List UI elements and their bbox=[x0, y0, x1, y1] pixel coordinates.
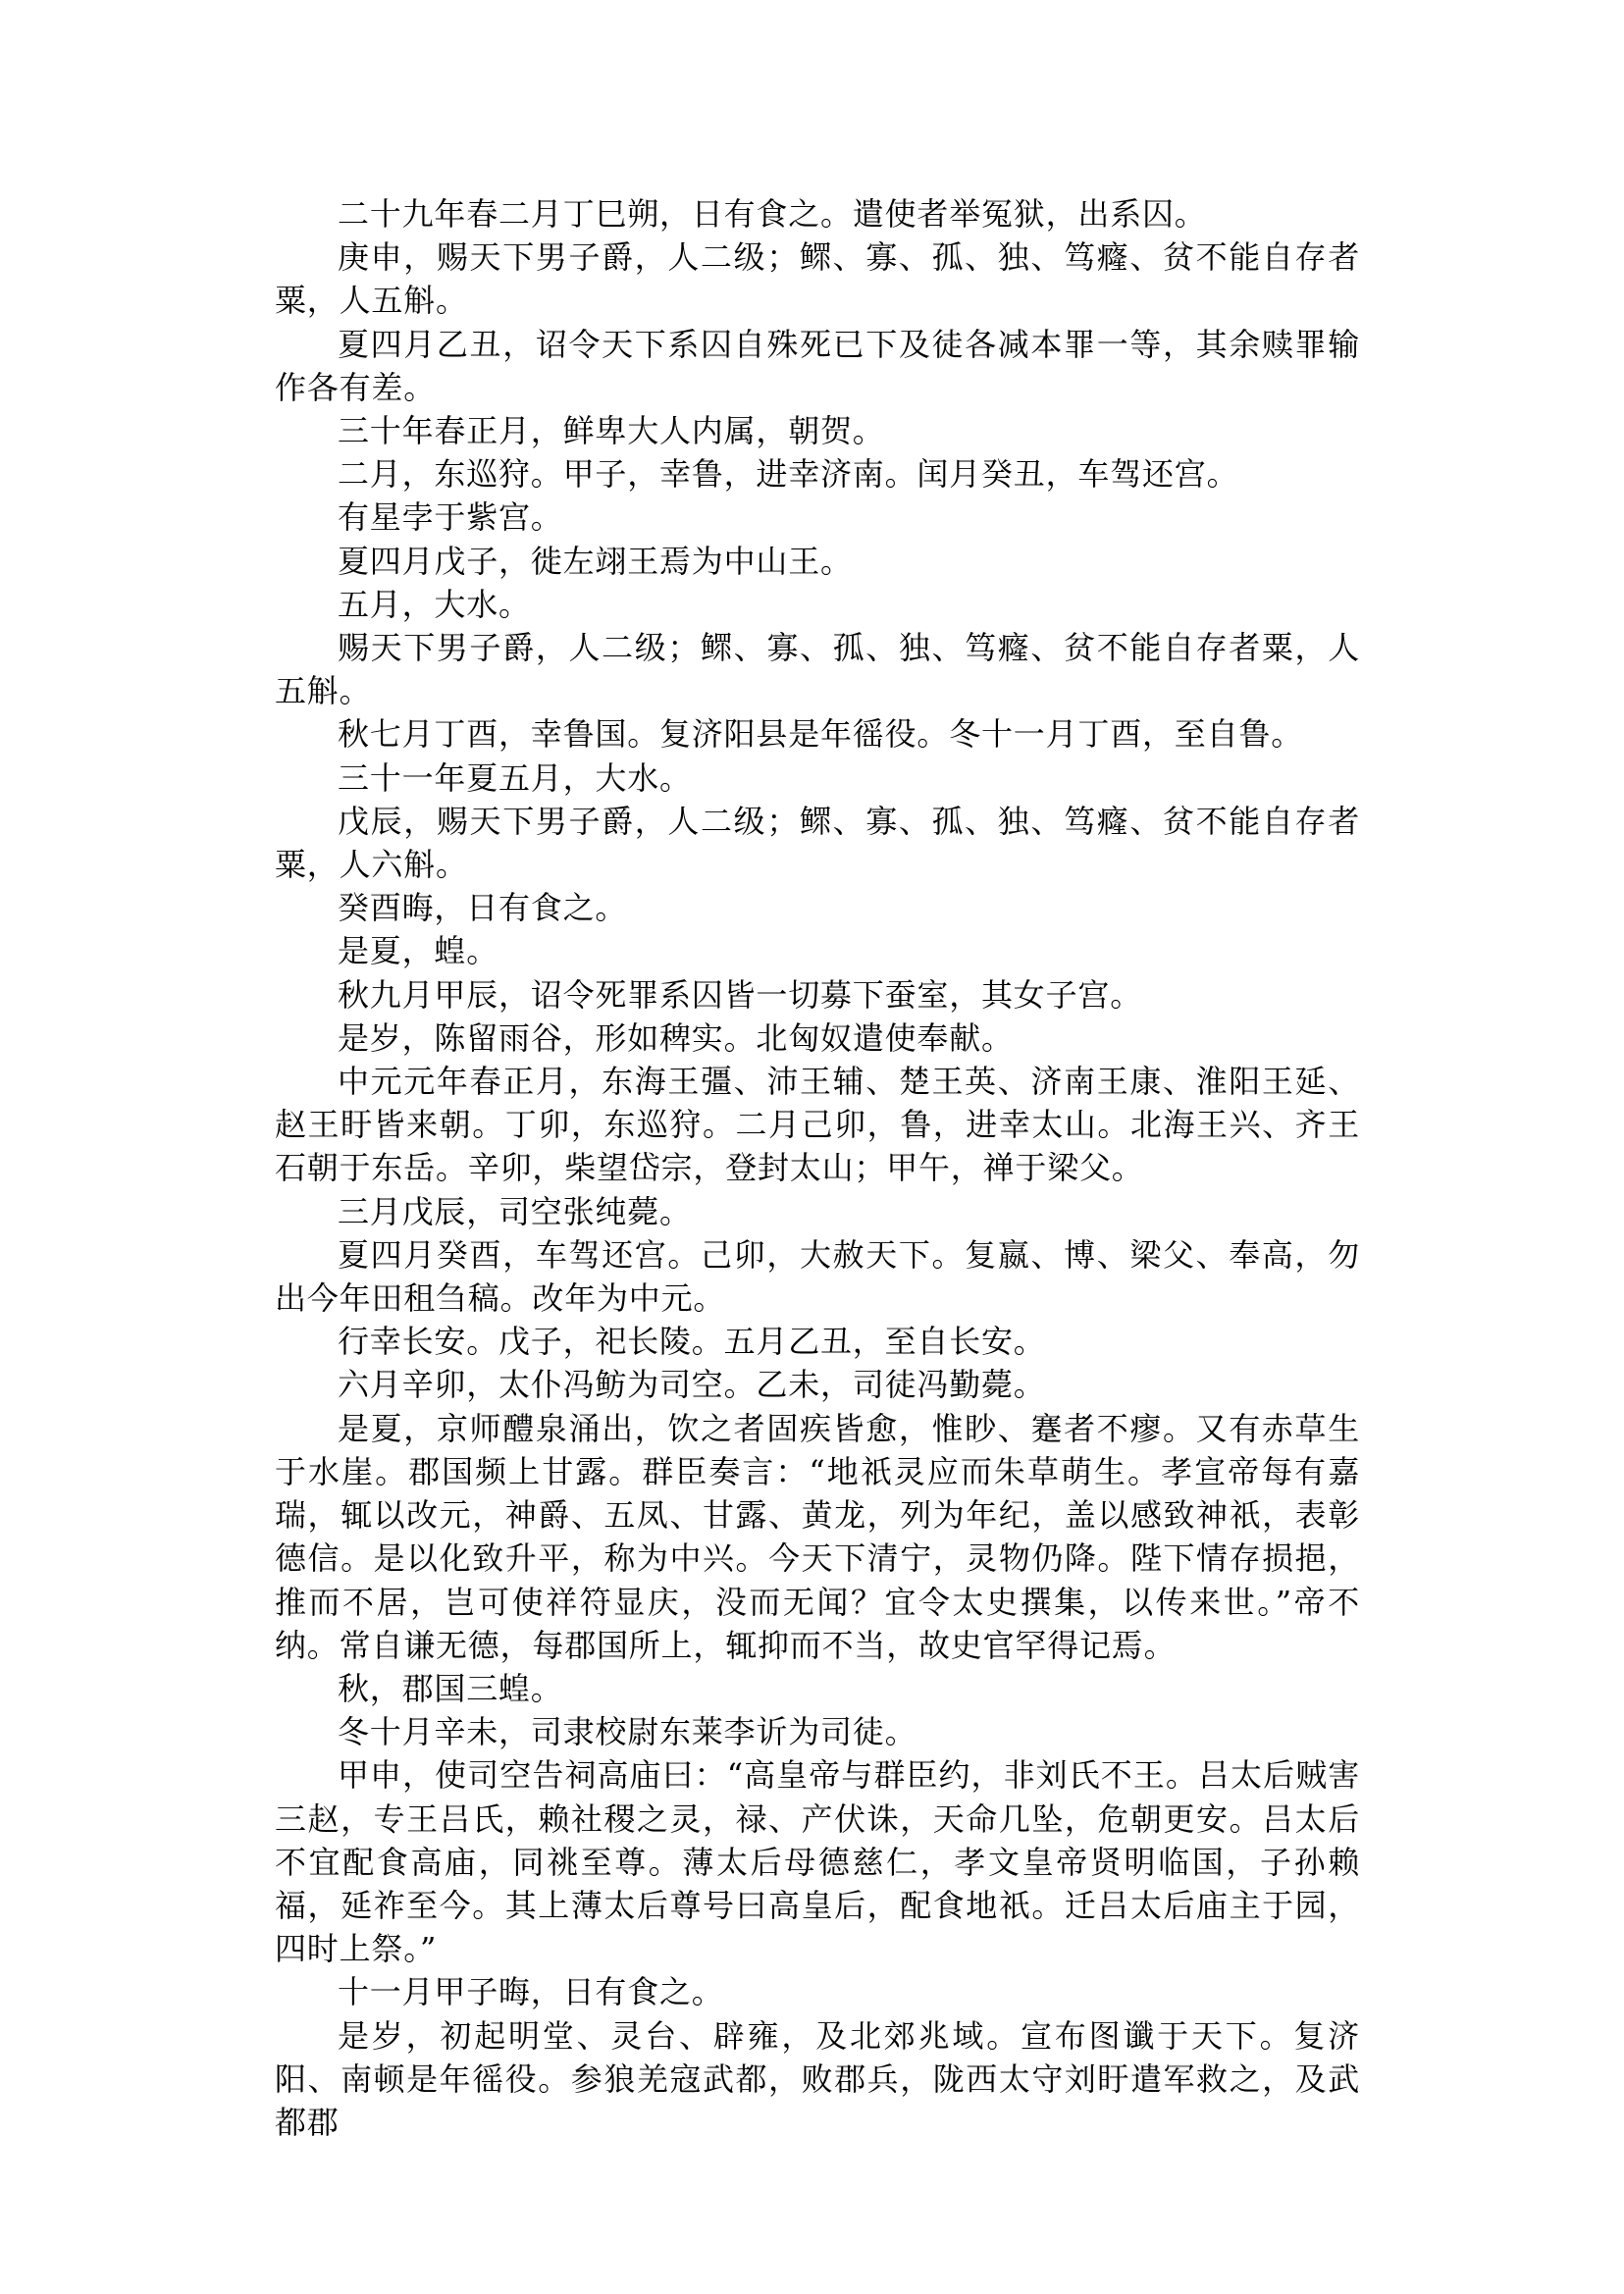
paragraph: 夏四月戊子，徙左翊王焉为中山王。 bbox=[338, 542, 853, 580]
paragraph: 三十年春正月，鲜卑大人内属，朝贺。 bbox=[338, 412, 885, 450]
paragraph: 是岁，初起明堂、灵台、辟雍，及北郊兆域。宣布图谶于天下。复济阳、南顿是年徭役。参狼羌寇武都，败郡兵，陇西太守刘盱遣军救之，及武都郡 bbox=[275, 2016, 1360, 2141]
paragraph: 六月辛卯，太仆冯鲂为司空。乙未，司徒冯勤薨。 bbox=[338, 1366, 1046, 1404]
paragraph: 是夏，京师醴泉涌出，饮之者固疾皆愈，惟眇、蹇者不瘳。又有赤草生于水崖。郡国频上甘露。群臣奏言：“地祇灵应而朱草萌生。孝宣帝每有嘉瑞，辄以改元，神爵、五凤、甘露、黄龙，列为年纪，盖以感致神祇，表彰德信。是以化致升平，称为中兴。今天下清宁，灵物仍降。陛下情存损挹，推而不居，岂可使祥符显庆，没而无闻？宜令太史撰集，以传来世。”帝不纳。常自谦无德，每郡国所上，辄抑而不当，故史官罕得记焉。 bbox=[275, 1409, 1360, 1664]
paragraph: 是岁，陈留雨谷，形如稗实。北匈奴遣使奉献。 bbox=[338, 1018, 1014, 1057]
paragraph: 十一月甲子晦，日有食之。 bbox=[338, 1973, 724, 2011]
paragraph: 夏四月乙丑，诏令天下系囚自殊死已下及徒各减本罪一等，其余赎罪输作各有差。 bbox=[275, 325, 1360, 406]
paragraph: 秋七月丁酉，幸鲁国。复济阳县是年徭役。冬十一月丁酉，至自鲁。 bbox=[338, 715, 1304, 754]
paragraph: 五月，大水。 bbox=[338, 585, 531, 623]
paragraph: 甲申，使司空告祠高庙曰：“高皇帝与群臣约，非刘氏不王。吕太后贼害三赵，专王吕氏，赖社稷之灵，禄、产伏诛，天命几坠，危朝更安。吕太后不宜配食高庙，同祧至尊。薄太后母德慈仁，孝文皇帝贤明临国，子孙赖福，延祚至今。其上薄太后尊号曰高皇后，配食地祇。迁吕太后庙主于园，四时上祭。” bbox=[275, 1756, 1360, 1968]
paragraph: 有星孛于紫宫。 bbox=[338, 498, 563, 537]
paragraph: 癸酉晦，日有食之。 bbox=[338, 889, 628, 927]
document-page bbox=[275, 192, 1360, 2144]
paragraph: 秋九月甲辰，诏令死罪系囚皆一切募下蚕室，其女子宫。 bbox=[338, 975, 1143, 1014]
paragraph: 赐天下男子爵，人二级；鳏、寡、孤、独、笃癃、贫不能自存者粟，人五斛。 bbox=[275, 629, 1360, 710]
paragraph: 秋，郡国三蝗。 bbox=[338, 1669, 563, 1707]
paragraph: 二十九年春二月丁巳朔，日有食之。遣使者举冤狱，出系囚。 bbox=[338, 195, 1207, 233]
paragraph: 夏四月癸酉，车驾还宫。己卯，大赦天下。复嬴、博、梁父、奉高，勿出今年田租刍稿。改年为中元。 bbox=[275, 1235, 1360, 1318]
paragraph: 二月，东巡狩。甲子，幸鲁，进幸济南。闰月癸丑，车驾还宫。 bbox=[338, 455, 1239, 494]
paragraph: 冬十月辛未，司隶校尉东莱李䜣为司徒。 bbox=[338, 1713, 917, 1751]
paragraph: 戊辰，赐天下男子爵，人二级；鳏、寡、孤、独、笃癃、贫不能自存者粟，人六斛。 bbox=[275, 802, 1360, 884]
paragraph: 行幸长安。戊子，祀长陵。五月乙丑，至自长安。 bbox=[338, 1323, 1046, 1361]
paragraph: 三月戊辰，司空张纯薨。 bbox=[338, 1192, 692, 1230]
paragraph: 三十一年夏五月，大水。 bbox=[338, 758, 692, 797]
paragraph: 是夏，蝗。 bbox=[338, 932, 499, 970]
paragraph: 庚申，赐天下男子爵，人二级；鳏、寡、孤、独、笃癃、贫不能自存者粟，人五斛。 bbox=[275, 238, 1360, 320]
paragraph: 中元元年春正月，东海王彊、沛王辅、楚王英、济南王康、淮阳王延、赵王盱皆来朝。丁卯，东巡狩。二月己卯，鲁，进幸太山。北海王兴、齐王石朝于东岳。辛卯，柴望岱宗，登封太山；甲午，禅于梁父。 bbox=[275, 1063, 1360, 1187]
